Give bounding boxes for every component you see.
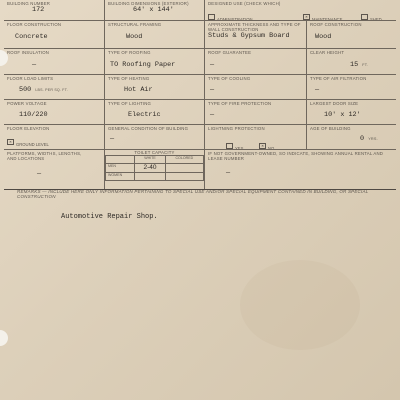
structural-framing-value: Wood	[126, 33, 143, 41]
option-label: NO	[268, 146, 275, 149]
floor-construction-value: Concrete	[15, 33, 48, 41]
designed-use-options	[208, 6, 393, 20]
designed-use-label: DESIGNED USE (CHECK WHICH)	[208, 1, 281, 6]
clear-height-cell	[307, 49, 396, 74]
option-label: ADMINISTRATION	[217, 17, 253, 20]
checkbox[interactable]	[208, 14, 215, 20]
age-of-building-cell	[307, 125, 396, 149]
remarks-label: REMARKS — INCLUDE HERE ONLY INFORMATION PERTAINING TO SPECIAL USE AND/OR SPECIAL EQUIPMENT CONTAINED IN BUILDING, OR SPECIAL CONSTRUCTION	[17, 189, 369, 199]
type-of-roofing-cell	[105, 49, 205, 74]
type-of-lighting-label: TYPE OF LIGHTING	[108, 101, 152, 106]
toilet-row-men: MEN	[106, 164, 135, 173]
option-label: SHED	[370, 17, 382, 20]
floor-construction-label: FLOOR CONSTRUCTION	[7, 22, 62, 27]
checkbox[interactable]	[361, 14, 368, 20]
building-number-value: 172	[32, 6, 45, 14]
roof-guarantee-value: —	[210, 61, 215, 69]
building-dimensions-value: 64' x 144'	[133, 6, 174, 14]
toilet-col-white: WHITE	[135, 156, 165, 164]
air-filtration-label: TYPE OF AIR FILTRATION	[310, 76, 367, 81]
fire-protection-label: TYPE OF FIRE PROTECTION	[208, 101, 272, 106]
lightning-protection-label: LIGHTNING PROTECTION	[208, 126, 265, 131]
form-row-4	[4, 75, 396, 100]
largest-door-value: 10' x 12'	[324, 111, 361, 119]
building-form-grid	[4, 0, 396, 190]
toilet-capacity-label: TOILET CAPACITY	[134, 150, 175, 155]
age-of-building-value: 0	[360, 135, 365, 143]
option-label: GROUND LEVEL	[16, 142, 49, 147]
age-unit: YRS.	[368, 137, 378, 141]
toilet-men-white-value: 2-40	[135, 164, 165, 173]
wall-construction-value: Studs & Gypsum Board	[208, 32, 290, 40]
clear-height-unit: FT.	[362, 63, 369, 67]
power-voltage-cell	[4, 100, 105, 124]
designed-use-option[interactable]	[361, 6, 391, 20]
toilet-col-colored: COLORED	[165, 156, 203, 164]
option-label: MAINTENANCE	[312, 17, 343, 20]
type-of-lighting-value: Electric	[128, 111, 161, 119]
govt-owned-value: —	[226, 169, 231, 177]
floor-load-cell	[4, 75, 105, 99]
form-row-5	[4, 100, 396, 125]
lightning-option-yes[interactable]	[226, 135, 243, 149]
platforms-value: —	[37, 170, 42, 178]
toilet-women-white-value	[135, 173, 165, 181]
roof-insulation-label: ROOF INSULATION	[7, 50, 50, 55]
remarks-section	[4, 189, 396, 221]
floor-load-value: 500	[19, 86, 32, 94]
floor-load-label: FLOOR LOAD LIMITS	[7, 76, 54, 81]
checkbox[interactable]	[259, 143, 266, 149]
type-of-roofing-value: TO Roofing Paper	[110, 61, 176, 69]
type-of-roofing-label: TYPE OF ROOFING	[108, 50, 151, 55]
toilet-capacity-cell	[105, 150, 205, 189]
roof-construction-cell	[307, 21, 396, 48]
toilet-women-colored-value	[165, 173, 203, 181]
lightning-options	[208, 131, 304, 149]
type-of-lighting-cell	[105, 100, 205, 124]
roof-insulation-cell	[4, 49, 105, 74]
power-voltage-value: 110/220	[19, 111, 48, 119]
structural-framing-label: STRUCTURAL FRAMING	[108, 22, 162, 27]
designed-use-option[interactable]	[208, 6, 303, 20]
type-of-cooling-label: TYPE OF COOLING	[208, 76, 251, 81]
type-of-heating-label: TYPE OF HEATING	[108, 76, 150, 81]
building-dimensions-label: BUILDING DIMENSIONS (EXTERIOR)	[108, 1, 189, 6]
lightning-protection-cell	[205, 125, 307, 149]
punch-hole	[0, 330, 8, 346]
air-filtration-cell	[307, 75, 396, 99]
checkbox[interactable]	[303, 14, 310, 20]
form-row-7	[4, 150, 396, 190]
designed-use-cell	[205, 0, 396, 20]
roof-guarantee-label: ROOF GUARANTEE	[208, 50, 252, 55]
option-label: YES	[235, 146, 244, 149]
general-condition-label: GENERAL CONDITION OF BUILDING	[108, 126, 189, 131]
floor-elevation-label: FLOOR ELEVATION	[7, 126, 50, 131]
type-of-cooling-cell	[205, 75, 307, 99]
roof-insulation-value: —	[32, 61, 37, 69]
checkbox[interactable]	[7, 139, 14, 145]
form-row-1	[4, 0, 396, 21]
roof-construction-label: ROOF CONSTRUCTION	[310, 22, 362, 27]
power-voltage-label: POWER VOLTAGE	[7, 101, 47, 106]
toilet-capacity-table	[105, 155, 204, 181]
structural-framing-cell	[105, 21, 205, 48]
general-condition-cell	[105, 125, 205, 149]
platforms-cell	[4, 150, 105, 189]
wall-construction-cell	[205, 21, 307, 48]
largest-door-label: LARGEST DOOR SIZE	[310, 101, 359, 106]
checkbox[interactable]	[226, 143, 233, 149]
fire-protection-cell	[205, 100, 307, 124]
designed-use-option[interactable]	[303, 6, 361, 20]
clear-height-value: 15	[350, 61, 359, 69]
floor-elevation-option[interactable]	[7, 131, 102, 149]
type-of-heating-value: Hot Air	[124, 86, 153, 94]
building-number-label: BUILDING NUMBER	[7, 1, 51, 6]
floor-construction-cell	[4, 21, 105, 48]
form-row-3	[4, 49, 396, 75]
govt-owned-label: IF NOT GOVERNMENT-OWNED, SO INDICATE, SHOWING ANNUAL RENTAL AND LEASE NUMBER	[208, 151, 384, 161]
govt-owned-cell	[205, 150, 396, 189]
largest-door-cell	[307, 100, 396, 124]
toilet-row-women: WOMEN	[106, 173, 135, 181]
platforms-label: PLATFORMS, WIDTHS, LENGTHS, AND LOCATIONS	[7, 151, 82, 161]
form-row-2	[4, 21, 396, 49]
paper-stain	[240, 260, 360, 350]
toilet-men-colored-value	[165, 164, 203, 173]
lightning-option-no[interactable]	[259, 135, 274, 149]
air-filtration-value: —	[315, 86, 320, 94]
roof-guarantee-cell	[205, 49, 307, 74]
remarks-value: Automotive Repair Shop.	[61, 213, 158, 221]
building-dimensions-cell	[105, 0, 205, 20]
floor-load-unit: LBS. PER SQ. FT.	[35, 88, 68, 92]
floor-elevation-cell	[4, 125, 105, 149]
type-of-heating-cell	[105, 75, 205, 99]
wall-construction-label: APPROXIMATE THICKNESS AND TYPE OF WALL CONSTRUCTION	[208, 22, 301, 32]
toilet-corner	[106, 156, 135, 164]
clear-height-label: CLEAR HEIGHT	[310, 50, 345, 55]
building-number-cell	[4, 0, 105, 20]
fire-protection-value: —	[210, 111, 215, 119]
roof-construction-value: Wood	[315, 33, 332, 41]
type-of-cooling-value: —	[210, 86, 215, 94]
general-condition-value: —	[110, 135, 115, 143]
form-row-6	[4, 125, 396, 150]
age-of-building-label: AGE OF BUILDING	[310, 126, 351, 131]
